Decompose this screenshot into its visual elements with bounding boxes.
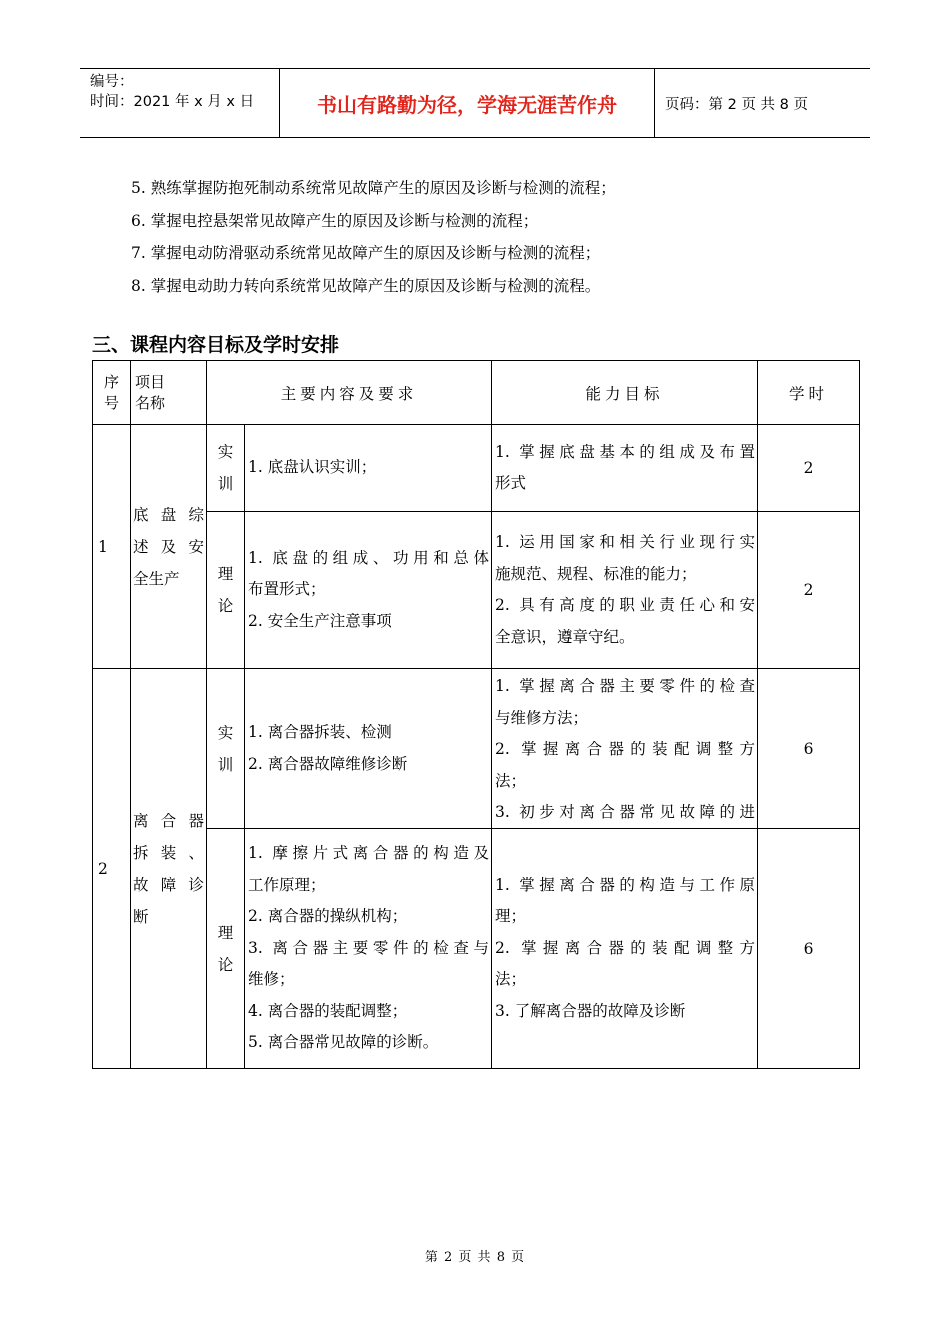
header-motto: 书山有路勤为径，学海无涯苦作舟 [280, 69, 655, 137]
objective-item: 5. 熟练掌握防抱死制动系统常见故障产生的原因及诊断与检测的流程； [131, 179, 616, 197]
course-schedule-table [92, 360, 860, 1069]
document-date-label: 时间：2021 年 x 月 x 日 [90, 94, 255, 110]
section-title: 三、课程内容目标及学时安排 [92, 334, 340, 356]
objective-item: 7. 掌握电动防滑驱动系统常见故障产生的原因及诊断与检测的流程； [131, 244, 601, 262]
page-header [80, 68, 870, 138]
table-header-row [93, 361, 860, 425]
content-cell: 1. 底盘的组成、功用和总体 布置形式； 2. 安全生产注意事项 [245, 512, 492, 669]
hours-cell: 6 [758, 829, 860, 1069]
ability-cell: 1. 掌握离合器主要零件的检查 与维修方法； 2. 掌握离合器的装配调整方 法； 3. 初步对离合器常见故障的进 [492, 669, 758, 829]
ability-cell: 1. 掌握底盘基本的组成及布置 形式 [492, 425, 758, 512]
content-cell: 1. 离合器拆装、检测 2. 离合器故障维修诊断 [245, 669, 492, 829]
table-row [93, 829, 860, 1069]
content-cell: 1. 底盘认识实训； [245, 425, 492, 512]
project-name: 底 盘 综 述 及 安 全生产 [131, 425, 207, 669]
document-number-label: 编号： [90, 74, 134, 90]
table-row [93, 425, 860, 512]
project-seq: 2 [93, 669, 131, 1069]
hours-cell: 2 [758, 512, 860, 669]
ability-cell: 1. 掌握离合器的构造与工作原 理； 2. 掌握离合器的装配调整方 法； 3. 了解离合器的故障及诊断 [492, 829, 758, 1069]
header-ability: 能力目标 [492, 361, 758, 425]
hours-cell: 2 [758, 425, 860, 512]
table-row [93, 512, 860, 669]
header-page-info: 页码：第 2 页 共 8 页 [665, 96, 808, 113]
header-hours: 学时 [758, 361, 860, 425]
session-type: 实 训 [207, 669, 245, 829]
objectives-list [131, 172, 851, 302]
header-seq: 序 号 [93, 361, 131, 425]
session-type: 理 论 [207, 829, 245, 1069]
session-type: 实 训 [207, 425, 245, 512]
objective-item: 6. 掌握电控悬架常见故障产生的原因及诊断与检测的流程； [131, 211, 539, 230]
project-name: 离 合 器 拆 装 、 故 障 诊 断 [131, 669, 207, 1069]
project-seq: 1 [93, 425, 131, 669]
ability-cell: 1. 运用国家和相关行业现行实 施规范、规程、标准的能力； 2. 具有高度的职业责任心和安 全意识，遵章守纪。 [492, 512, 758, 669]
hours-cell: 6 [758, 669, 860, 829]
header-project-name: 项目 名称 [131, 361, 207, 425]
table-row [93, 669, 860, 829]
objective-item: 8. 掌握电动助力转向系统常见故障产生的原因及诊断与检测的流程。 [131, 276, 601, 295]
content-cell: 1. 摩擦片式离合器的构造及 工作原理； 2. 离合器的操纵机构； 3. 离合器主要零件的检查与 维修； 4. 离合器的装配调整； 5. 离合器常见故障的诊断。 [245, 829, 492, 1069]
page-footer: 第 2 页 共 8 页 [424, 1250, 526, 1265]
header-meta [80, 69, 280, 137]
session-type: 理 论 [207, 512, 245, 669]
header-content: 主要内容及要求 [207, 361, 492, 425]
